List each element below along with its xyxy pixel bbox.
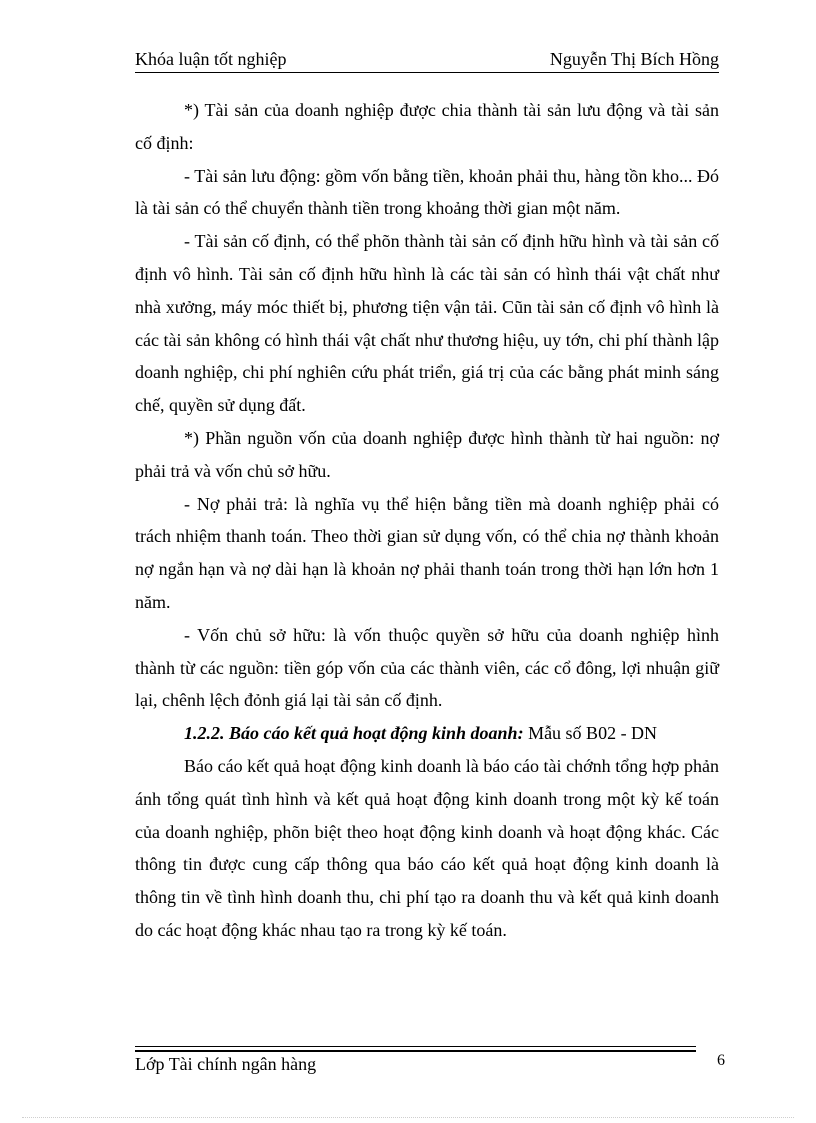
paragraph-7: Báo cáo kết quả hoạt động kinh doanh là báo cáo tài chớnh tổng hợp phản ánh tổng quát tình hình và kết quả hoạt động kinh doanh trong một kỳ kế toán của doanh nghiệp, phõn biệt theo hoạt động kinh doanh và hoạt động khác. Các thông tin được cung cấp thông qua báo cáo kết quả hoạt động kinh doanh là thông tin về tình hình doanh thu, chi phí tạo ra doanh thu và kết quả kinh doanh do các hoạt động khác nhau tạo ra trong kỳ kế toán. — [135, 755, 719, 940]
paragraph-2: - Tài sản lưu động: gồm vốn bằng tiền, khoản phải thu, hàng tồn kho... Đó là tài sản có thể chuyển thành tiền trong khoảng thời gian một năm. — [135, 165, 719, 219]
paragraph-3: - Tài sản cố định, có thể phõn thành tài sản cố định hữu hình và tài sản cố định vô hình. Tài sản cố định hữu hình là các tài sản có hình thái vật chất như nhà xưởng, máy móc thiết bị, phương tiện vận tải. Cũn tài sản cố định vô hình là các tài sản không có hình thái vật chất như thương hiệu, uy tớn, chi phí thành lập doanh nghiệp, chi phí nghiên cứu phát triển, giá trị của các bằng phát minh sáng chế, quyền sử dụng đất. — [135, 231, 719, 416]
paragraph-4: *) Phần nguồn vốn của doanh nghiệp được hình thành từ hai nguồn: nợ phải trả và vốn chủ sở hữu. — [135, 427, 719, 481]
header-right: Nguyễn Thị Bích Hồng — [549, 49, 719, 69]
header-left: Khóa luận tốt nghiệp — [135, 49, 287, 69]
section-heading-title: 1.2.2. Báo cáo kết quả hoạt động kinh doanh: — [184, 723, 524, 744]
footer-rule-thick — [135, 1050, 696, 1052]
page-header — [135, 49, 719, 73]
footer-rule-thin — [135, 1046, 696, 1047]
page-edge-divider — [22, 1117, 794, 1118]
section-heading-suffix: Mẫu số B02 - DN — [523, 723, 658, 744]
paragraph-5: - Nợ phải trả: là nghĩa vụ thể hiện bằng tiền mà doanh nghiệp phải có trách nhiệm thanh toán. Theo thời gian sử dụng vốn, có thể chia nợ thành khoản nợ ngắn hạn và nợ dài hạn là khoản nợ phải thanh toán trong thời hạn lớn hơn 1 năm. — [135, 493, 719, 612]
page-footer: Lớp Tài chính ngân hàng — [135, 1054, 317, 1074]
page-number: 6 — [717, 1052, 725, 1069]
header-rule — [135, 72, 719, 73]
paragraph-1: *) Tài sản của doanh nghiệp được chia thành tài sản lưu động và tài sản cố định: — [135, 100, 719, 153]
body-text — [135, 94, 719, 947]
paragraph-6: - Vốn chủ sở hữu: là vốn thuộc quyền sở hữu của doanh nghiệp hình thành từ các nguồn: tiền góp vốn của các thành viên, các cổ đông, lợi nhuận giữ lại, chênh lệch đỏnh giá lại tài sản cố định. — [135, 624, 719, 711]
section-heading — [135, 717, 719, 750]
